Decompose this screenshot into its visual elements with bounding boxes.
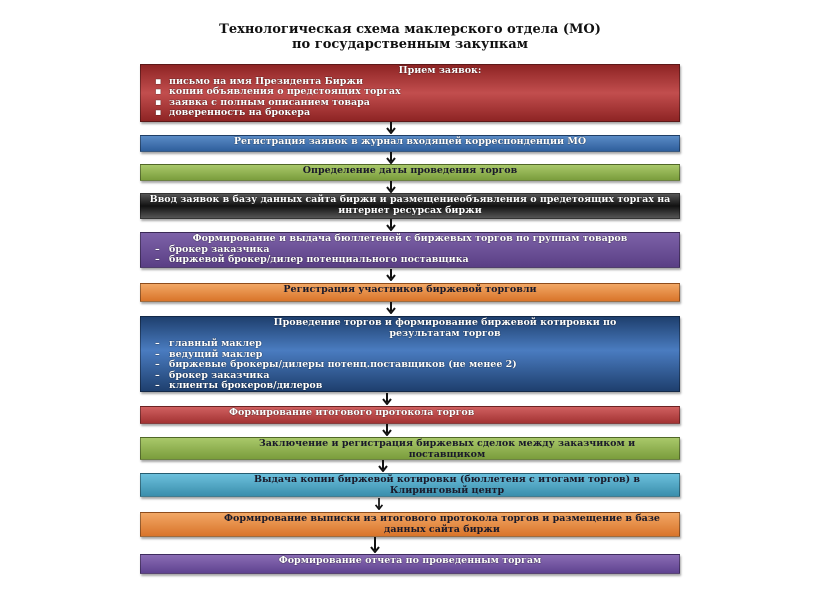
step-receive-applications [140,64,680,122]
step-item: – главный маклер [169,339,673,350]
step-deals: Заключение и регистрация биржевых сделок между заказчиком и поставщиком [140,437,680,460]
title-line-2: по государственным закупкам [292,37,528,52]
arrow-down-icon [386,122,396,134]
step-item: – клиенты брокеров/дилеров [169,381,673,392]
step-heading: Формирование и выдача бюллетеней с биржевых торгов по группам товаров [192,233,628,244]
step-heading: Прием заявок: [398,65,482,76]
step-item: – ведущий маклер [169,350,673,361]
step-clearing: Выдача копии биржевой котировки (бюллетеня с итогами торгов) в Клиринговый центр [140,473,680,497]
step-item: – брокер заказчика [169,245,673,256]
step-item: ▪ копии объявления о предстоящих торгах [169,87,673,98]
step-item: ▪ доверенность на брокера [169,108,673,119]
diagram-title [140,22,680,52]
step-item: ▪ заявка с полным описанием товара [169,98,673,109]
step-register-participants: Регистрация участников биржевой торговли [140,283,680,302]
arrow-down-icon [386,269,396,281]
step-set-date: Определение даты проведения торгов [140,164,680,181]
arrow-down-icon [386,302,396,314]
step-extract: Формирование выписки из итогового протокола торгов и размещение в базе данных сайта биржи [140,512,680,537]
step-trading [140,316,680,392]
arrow-down-icon [370,537,380,553]
step-report: Формирование отчета по проведенным торгам [140,554,680,574]
step-enter-database: Ввод заявок в базу данных сайта биржи и размещениеобъявления о предетоящих торгах на интернет ресурсах биржи [140,193,680,219]
arrow-down-icon [382,424,392,436]
arrow-down-icon [386,181,396,193]
arrow-down-icon [374,498,384,510]
step-bulletins [140,232,680,268]
arrow-down-icon [386,219,396,231]
title-line-1: Технологическая схема маклерского отдела (МО) [219,22,601,37]
step-heading: Проведение торгов и формирование биржевой котировки по результатам торгов [273,317,617,339]
step-item: – биржевые брокеры/дилеры потенц.поставщиков (не менее 2) [169,360,673,371]
arrow-down-icon [378,460,388,472]
arrow-down-icon [386,152,396,164]
step-final-protocol: Формирование итогового протокола торгов [140,406,680,424]
step-item: – биржевой брокер/дилер потенциального поставщика [169,255,673,266]
step-item: ▪ письмо на имя Президента Биржи [169,77,673,88]
step-register-applications: Регистрация заявок в журнал входящей корреспонденции МО [140,135,680,152]
step-item: – брокер заказчика [169,371,673,382]
arrow-down-icon [382,393,392,405]
